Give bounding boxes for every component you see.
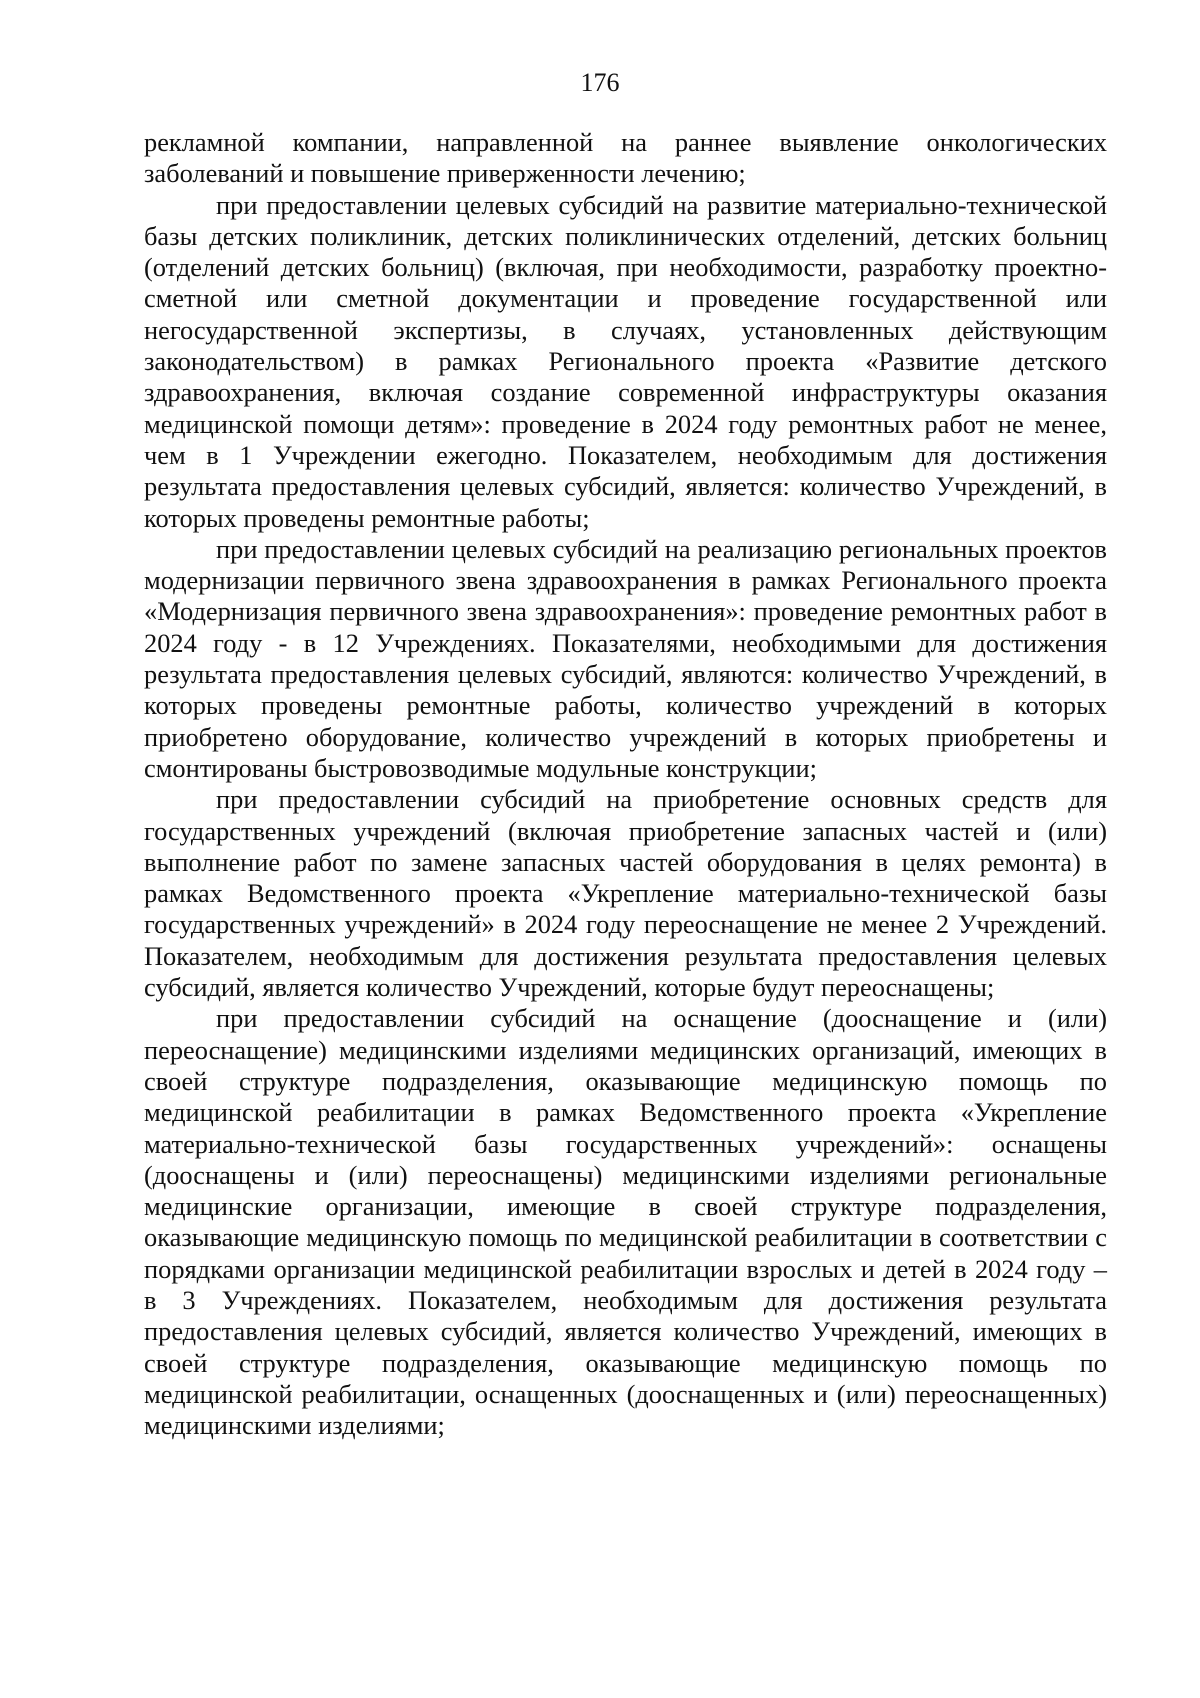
document-body xyxy=(144,127,1107,1441)
page-number: 176 xyxy=(580,68,620,97)
paragraph-primary-care-modernization: при предоставлении целевых субсидий на реализацию региональных проектов модернизации первичного звена здравоохранения в рамках Регионального проекта «Модернизация первичного звена здравоохранения»: проведение ремонтных работ в 2024 году - в 12 Учреждениях. Показателями, необходимыми для достижения результата предоставления целевых субсидий, являются: количество Учреждений, в которых проведены ремонтные работы, количество учреждений в которых приобретено оборудование, количество учреждений в которых приобретены и смонтированы быстровозводимые модульные конструкции; xyxy=(144,533,1107,783)
paragraph-rehabilitation-equipment: при предоставлении субсидий на оснащение (дооснащение и (или) переоснащение) медицинскими изделиями медицинских организаций, имеющих в своей структуре подразделения, оказывающие медицинскую помощь по медицинской реабилитации в рамках Ведомственного проекта «Укрепление материально-технической базы государственных учреждений»: оснащены (дооснащены и (или) переоснащены) медицинскими изделиями региональные медицинские организации, имеющие в своей структуре подразделения, оказывающие медицинскую помощь по медицинской реабилитации в соответствии с порядками организации медицинской реабилитации взрослых и детей в 2024 году – в 3 Учреждениях. Показателем, необходимым для достижения результата предоставления целевых субсидий, является количество Учреждений, имеющих в своей структуре подразделения, оказывающие медицинскую помощь по медицинской реабилитации, оснащенных (дооснащенных и (или) переоснащенных) медицинскими изделиями; xyxy=(144,1003,1107,1441)
paragraph-fixed-assets-subsidies: при предоставлении субсидий на приобретение основных средств для государственных учреждений (включая приобретение запасных частей и (или) выполнение работ по замене запасных частей оборудования в целях ремонта) в рамках Ведомственного проекта «Укрепление материально-технической базы государственных учреждений» в 2024 году переоснащение не менее 2 Учреждений. Показателем, необходимым для достижения результата предоставления целевых субсидий, является количество Учреждений, которые будут переоснащены; xyxy=(144,784,1107,1003)
paragraph-child-healthcare-subsidies: при предоставлении целевых субсидий на развитие материально-технической базы детских поликлиник, детских поликлинических отделений, детских больниц (отделений детских больниц) (включая, при необходимости, разработку проектно-сметной или сметной документации и проведение государственной или негосударственной экспертизы, в случаях, установленных действующим законодательством) в рамках Регионального проекта «Развитие детского здравоохранения, включая создание современной инфраструктуры оказания медицинской помощи детям»: проведение в 2024 году ремонтных работ не менее, чем в 1 Учреждении ежегодно. Показателем, необходимым для достижения результата предоставления целевых субсидий, является: количество Учреждений, в которых проведены ремонтные работы; xyxy=(144,189,1107,533)
paragraph-continuation: рекламной компании, направленной на раннее выявление онкологических заболеваний и повышение приверженности лечению; xyxy=(144,127,1107,189)
